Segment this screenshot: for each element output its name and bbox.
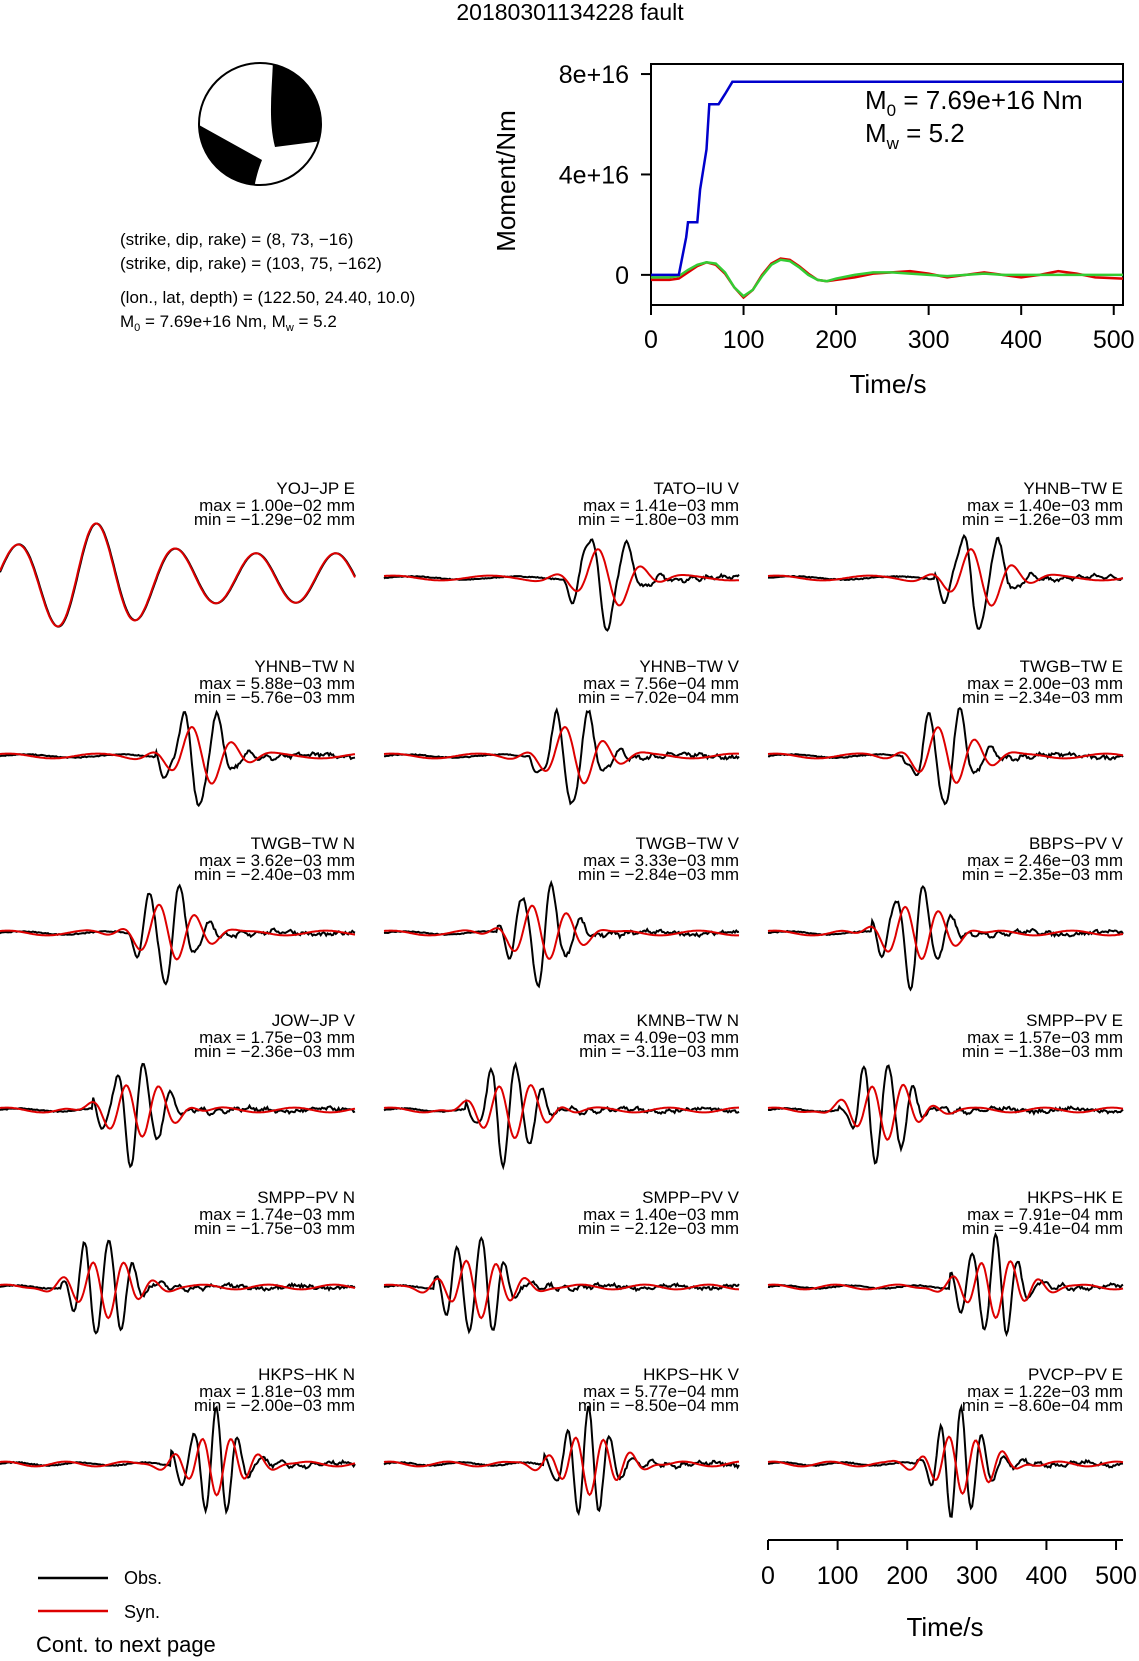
moment-x-tick-label: 0	[644, 326, 658, 354]
waveform-max-label: max = 4.09e−03 mm	[583, 1028, 739, 1047]
waveform-x-tick-label: 200	[886, 1562, 929, 1590]
legend-obs-label: Obs.	[124, 1568, 163, 1588]
waveform-station-label: HKPS−HK E	[1027, 1188, 1123, 1207]
waveform-panel	[0, 834, 355, 984]
waveform-min-label: min = −2.40e−03 mm	[193, 865, 355, 884]
waveform-panel	[384, 479, 740, 630]
moment-x-tick-label: 400	[1000, 326, 1043, 354]
waveform-grid	[0, 479, 1124, 1517]
beachball-icon	[190, 60, 330, 192]
moment-m0-annotation: $M_0 = 7.69e+16$ Nm	[865, 85, 1083, 120]
waveform-observed	[384, 710, 739, 804]
waveform-panel	[768, 834, 1124, 990]
waveform-min-label: min = −2.34e−03 mm	[961, 688, 1123, 707]
waveform-panel	[0, 657, 355, 806]
legend-syn-label: Syn.	[124, 1602, 161, 1622]
waveform-station-label: PVCP−PV E	[1028, 1365, 1123, 1384]
mechanism-line-4: $M_0 = 7.69e+16$ Nm, $M_w = 5.2$	[120, 312, 337, 334]
waveform-x-tick-label: 500	[1095, 1562, 1137, 1590]
waveform-panel	[768, 1365, 1123, 1517]
waveform-observed	[768, 708, 1123, 804]
waveform-min-label: min = −1.26e−03 mm	[961, 510, 1123, 529]
waveform-station-label: TWGB−TW E	[1019, 657, 1123, 676]
moment-x-axis	[644, 305, 1135, 354]
waveform-observed	[384, 540, 739, 631]
moment-y-tick-label: 4e+16	[558, 161, 629, 190]
continuation-note: Cont. to next page	[36, 1632, 216, 1657]
waveform-station-label: BBPS−PV V	[1028, 834, 1123, 853]
waveform-min-label: min = −7.02e−04 mm	[577, 688, 739, 707]
waveform-panel	[384, 1365, 740, 1513]
waveform-x-tick-label: 0	[761, 1562, 775, 1590]
waveform-panel	[768, 479, 1123, 629]
waveform-max-label: max = 1.74e−03 mm	[199, 1205, 355, 1224]
waveform-panel	[768, 1188, 1123, 1334]
moment-y-label: Moment/Nm	[491, 110, 521, 252]
waveform-observed	[384, 1406, 739, 1513]
waveform-max-label: max = 7.56e−04 mm	[583, 674, 739, 693]
waveform-station-label: KMNB−TW N	[636, 1011, 739, 1030]
figure-title: 20180301134228 fault	[456, 0, 684, 25]
waveform-min-label: min = −2.00e−03 mm	[193, 1396, 355, 1415]
waveform-x-tick-label: 400	[1025, 1562, 1068, 1590]
waveform-panel	[768, 1011, 1123, 1163]
waveform-station-label: SMPP−PV N	[257, 1188, 355, 1207]
waveform-max-label: max = 1.75e−03 mm	[199, 1028, 355, 1047]
waveform-min-label: min = −2.35e−03 mm	[961, 865, 1123, 884]
moment-mw-annotation: $M_w = 5.2$	[865, 118, 965, 153]
waveform-observed	[384, 1064, 739, 1167]
waveform-observed	[768, 1066, 1123, 1164]
waveform-max-label: max = 3.33e−03 mm	[583, 851, 739, 870]
waveform-station-label: TWGB−TW N	[250, 834, 355, 853]
waveform-synthetic	[384, 906, 739, 959]
waveform-min-label: min = −1.75e−03 mm	[193, 1219, 355, 1238]
waveform-synthetic	[384, 1261, 739, 1318]
waveform-observed	[384, 1238, 739, 1332]
waveform-synthetic	[768, 1085, 1123, 1140]
moment-y-axis	[559, 61, 651, 290]
waveform-min-label: min = −2.36e−03 mm	[193, 1042, 355, 1061]
waveform-synthetic	[384, 1085, 739, 1138]
waveform-station-label: JOW−JP V	[271, 1011, 355, 1030]
waveform-station-label: HKPS−HK N	[258, 1365, 355, 1384]
moment-series-line	[651, 260, 1123, 296]
waveform-synthetic	[0, 523, 355, 626]
waveform-min-label: min = −8.60e−04 mm	[961, 1396, 1123, 1415]
waveform-x-tick-label: 100	[816, 1562, 859, 1590]
waveform-min-label: min = −5.76e−03 mm	[193, 688, 355, 707]
mechanism-line-3: (lon., lat, depth) = (122.50, 24.40, 10.0)	[120, 288, 416, 307]
moment-y-tick-label: 8e+16	[558, 61, 629, 90]
moment-x-tick-label: 500	[1092, 326, 1135, 354]
waveform-max-label: max = 1.81e−03 mm	[199, 1382, 355, 1401]
waveform-panel	[0, 1011, 356, 1167]
waveform-max-label: max = 1.57e−03 mm	[967, 1028, 1123, 1047]
waveform-panel	[0, 1365, 355, 1512]
waveform-panel	[768, 657, 1123, 804]
moment-x-tick-label: 300	[907, 326, 950, 354]
waveform-station-label: SMPP−PV V	[642, 1188, 739, 1207]
waveform-station-label: TATO−IU V	[653, 479, 739, 498]
moment-x-tick-label: 100	[722, 326, 765, 354]
moment-y-tick-label: 0	[615, 261, 629, 290]
waveform-panel	[384, 1011, 739, 1167]
waveform-synthetic	[0, 1263, 355, 1319]
moment-series-line	[651, 259, 1123, 298]
waveform-station-label: YOJ−JP E	[276, 479, 355, 498]
waveform-min-label: min = −3.11e−03 mm	[579, 1042, 739, 1061]
waveform-station-label: YHNB−TW N	[254, 657, 355, 676]
waveform-max-label: max = 1.40e−03 mm	[583, 1205, 739, 1224]
waveform-time-axis	[761, 1540, 1137, 1590]
waveform-x-tick-label: 300	[955, 1562, 998, 1590]
waveform-min-label: min = −1.80e−03 mm	[577, 510, 739, 529]
moment-plot	[491, 61, 1135, 399]
waveform-panel	[384, 1188, 740, 1332]
waveform-station-label: HKPS−HK V	[643, 1365, 739, 1384]
waveform-max-label: max = 2.00e−03 mm	[967, 674, 1123, 693]
waveform-panel	[384, 834, 740, 986]
waveform-min-label: min = −9.41e−04 mm	[961, 1219, 1123, 1238]
waveform-min-label: min = −2.12e−03 mm	[577, 1219, 739, 1238]
mechanism-line-1: (strike, dip, rake) = (8, 73, −16)	[120, 230, 354, 249]
waveform-station-label: TWGB−TW V	[635, 834, 739, 853]
waveform-max-label: max = 1.40e−03 mm	[967, 496, 1123, 515]
waveform-panel	[0, 1188, 355, 1333]
waveform-min-label: min = −8.50e−04 mm	[577, 1396, 739, 1415]
waveform-max-label: max = 3.62e−03 mm	[199, 851, 355, 870]
waveform-max-label: max = 5.88e−03 mm	[199, 674, 355, 693]
waveform-min-label: min = −1.29e−02 mm	[193, 510, 355, 529]
waveform-max-label: max = 5.77e−04 mm	[583, 1382, 739, 1401]
legend	[38, 1568, 162, 1622]
waveform-observed	[0, 1064, 355, 1167]
waveform-max-label: max = 2.46e−03 mm	[967, 851, 1123, 870]
waveform-x-label: Time/s	[906, 1612, 984, 1642]
waveform-min-label: min = −2.84e−03 mm	[577, 865, 739, 884]
moment-x-label: Time/s	[849, 369, 927, 399]
waveform-min-label: min = −1.38e−03 mm	[961, 1042, 1123, 1061]
waveform-observed	[768, 887, 1123, 990]
mechanism-line-2: (strike, dip, rake) = (103, 75, −162)	[120, 254, 382, 273]
waveform-max-label: max = 1.22e−03 mm	[967, 1382, 1123, 1401]
waveform-observed	[0, 524, 355, 627]
mechanism-info	[120, 230, 415, 334]
waveform-max-label: max = 7.91e−04 mm	[967, 1205, 1123, 1224]
waveform-station-label: SMPP−PV E	[1026, 1011, 1123, 1030]
moment-x-tick-label: 200	[815, 326, 857, 354]
waveform-max-label: max = 1.41e−03 mm	[583, 496, 739, 515]
waveform-max-label: max = 1.00e−02 mm	[199, 496, 355, 515]
waveform-station-label: YHNB−TW V	[639, 657, 739, 676]
waveform-panel	[384, 657, 740, 804]
waveform-panel	[0, 479, 355, 627]
waveform-observed	[768, 536, 1123, 629]
waveform-station-label: YHNB−TW E	[1023, 479, 1123, 498]
waveform-observed	[0, 1407, 355, 1511]
